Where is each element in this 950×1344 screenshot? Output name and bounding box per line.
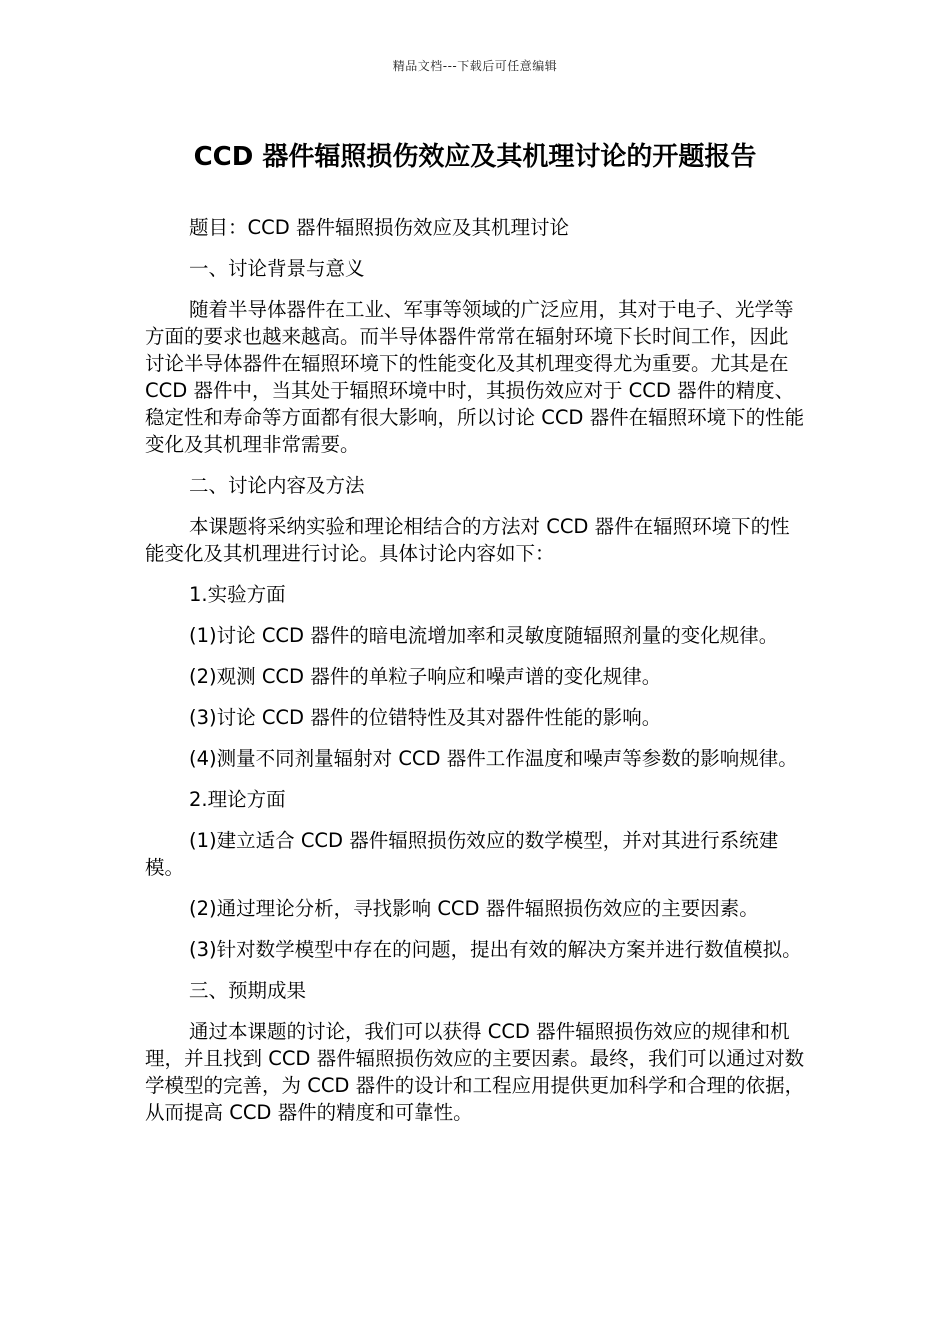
background-paragraph: 随着半导体器件在工业、军事等领域的广泛应用，其对于电子、光学等方面的要求也越来越高。而半导体器件常常在辐射环境下长时间工作，因此讨论半导体器件在辐照环境下的性能变化及其机理变得尤为重要。尤其是在 CCD 器件中，当其处于辐照环境中时，其损伤效应对于 CCD 器件的精度、稳定性和寿命等方面都有很大影响，所以讨论 CCD 器件在辐照环境下的性能变化及其机理非常需要。 [145,298,805,456]
header-note: 精品文档---下载后可任意编辑 [392,59,558,73]
theory-item-1: (1)建立适合 CCD 器件辐照损伤效应的数学模型，并对其进行系统建模。 [145,829,779,879]
subheading-experiment: 1.实验方面 [189,583,286,606]
document-body [145,214,807,1140]
experiment-item-4: (4)测量不同剂量辐射对 CCD 器件工作温度和噪声等参数的影响规律。 [189,747,798,770]
theory-item-2: (2)通过理论分析，寻找影响 CCD 器件辐照损伤效应的主要因素。 [189,897,759,920]
subheading-theory: 2.理论方面 [189,788,286,811]
expected-results-paragraph: 通过本课题的讨论，我们可以获得 CCD 器件辐照损伤效应的规律和机理，并且找到 CCD 器件辐照损伤效应的主要因素。最终，我们可以通过对数学模型的完善，为 CCD 器件的设计和工程应用提供更加科学和合理的依据，从而提高 CCD 器件的精度和可靠性。 [145,1020,805,1124]
section-heading-expected-results: 三、预期成果 [189,979,307,1002]
topic-line: 题目：CCD 器件辐照损伤效应及其机理讨论 [189,216,569,239]
experiment-item-3: (3)讨论 CCD 器件的位错特性及其对器件性能的影响。 [189,706,662,729]
content-intro-paragraph: 本课题将采纳实验和理论相结合的方法对 CCD 器件在辐照环境下的性能变化及其机理进行讨论。具体讨论内容如下： [145,515,790,565]
section-heading-background: 一、讨论背景与意义 [189,257,365,280]
experiment-item-1: (1)讨论 CCD 器件的暗电流增加率和灵敏度随辐照剂量的变化规律。 [189,624,779,647]
section-heading-content-methods: 二、讨论内容及方法 [189,474,365,497]
document-title: CCD 器件辐照损伤效应及其机理讨论的开题报告 [193,142,757,172]
theory-item-3: (3)针对数学模型中存在的问题，提出有效的解决方案并进行数值模拟。 [189,938,802,961]
experiment-item-2: (2)观测 CCD 器件的单粒子响应和噪声谱的变化规律。 [189,665,662,688]
